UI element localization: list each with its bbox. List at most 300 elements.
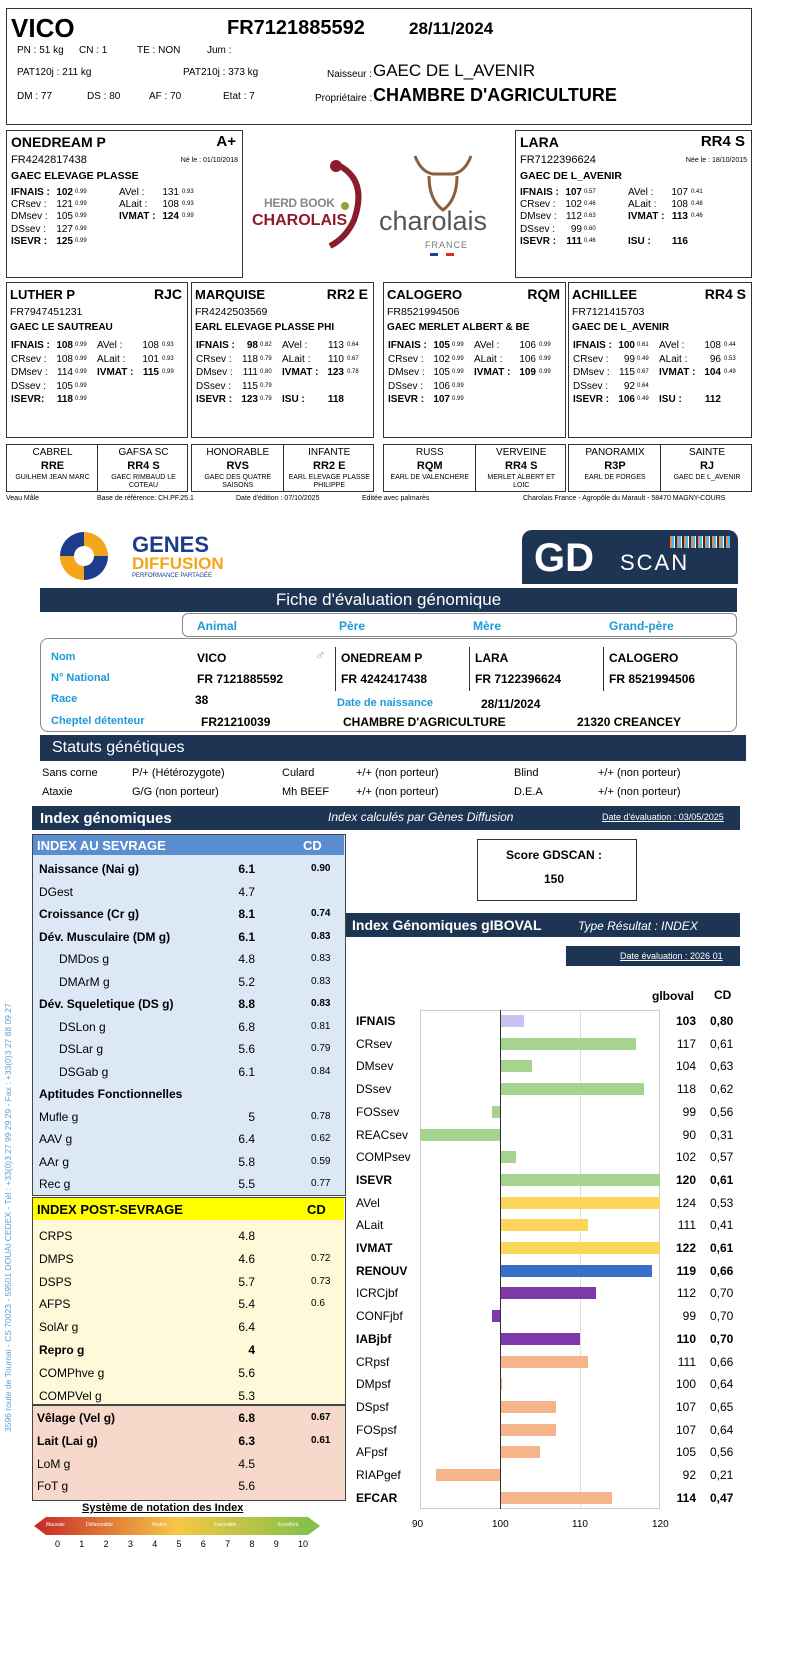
score-box — [477, 839, 637, 901]
chart-bar — [500, 1287, 596, 1299]
cheptel-city: 21320 CREANCEY — [577, 715, 682, 729]
chart-value: 111 — [677, 1218, 696, 1233]
ggp-breeder: MERLET ALBERT ET LOIC — [487, 474, 556, 489]
index-label: COMPhve g — [39, 1365, 105, 1380]
index-label: ISEVR: — [11, 394, 45, 405]
index-label: AVel : — [282, 340, 308, 351]
index-cd: 0.74 — [311, 908, 331, 919]
chart-value: 92 — [682, 1468, 696, 1482]
index-value: 105 — [56, 211, 73, 223]
index-label: CRsev : — [11, 199, 47, 211]
nat-label: N° National — [51, 672, 110, 684]
index-label: AAr g — [39, 1154, 70, 1169]
index-label: IVMAT : — [474, 367, 511, 378]
index-label: DSsev : — [11, 380, 47, 392]
scale-excellent: Excellent — [278, 1522, 299, 1528]
grandparent-box — [383, 282, 566, 438]
index-label: AVel : — [628, 187, 654, 198]
tab-mere[interactable]: Mère — [473, 619, 502, 633]
chart-label: FOSpsf — [356, 1422, 397, 1437]
scale-favorable: Favorable — [214, 1522, 237, 1528]
index-bar — [32, 806, 740, 830]
pere-id: FR 4242417438 — [341, 672, 428, 686]
mere-nom: LARA — [475, 651, 509, 665]
index-value: 8.1 — [238, 907, 255, 921]
statut-cell: Culard — [282, 767, 315, 779]
chart-cd: 0,61 — [710, 1172, 734, 1187]
ggp-breeder: EARL DE FORGES — [584, 474, 646, 481]
gpere-nom: CALOGERO — [609, 651, 679, 665]
index-label: Mufle g — [39, 1109, 79, 1124]
index-label: DMPS — [39, 1251, 74, 1266]
index-cd: 0.93 — [162, 355, 174, 362]
index-label: Dév. Musculaire (DM g) — [39, 929, 171, 944]
race-value: 38 — [195, 693, 209, 707]
chart-cd: 0,61 — [710, 1241, 734, 1255]
index-label: DMsev : — [196, 367, 233, 378]
statut-cell: +/+ (non porteur) — [356, 767, 439, 779]
index-value: 106 — [519, 340, 536, 351]
chart-cd: 0,65 — [710, 1399, 734, 1414]
giboval-bar — [346, 913, 740, 937]
index-value: 108 — [162, 199, 179, 211]
index-value: 5.4 — [238, 1297, 255, 1312]
index-value: 4 — [248, 1343, 255, 1357]
index-value: 111 — [242, 367, 258, 378]
chart-value: 119 — [676, 1263, 696, 1278]
chart-label: IVMAT — [356, 1241, 393, 1255]
ggp-name: GAFSA SC — [118, 447, 169, 458]
giboval-col-header: glboval — [652, 989, 695, 1003]
ggp-grade: RR4 S — [505, 460, 538, 472]
index-label: IVMAT : — [628, 211, 665, 223]
card-name: MARQUISE — [195, 287, 266, 302]
card-grade: RR2 E — [326, 286, 368, 302]
index-cd: 0.99 — [452, 369, 464, 375]
chart-bar — [500, 1401, 556, 1413]
index-label: DMsev : — [573, 367, 610, 378]
sire-box — [6, 130, 243, 278]
chart-label: EFCAR — [356, 1490, 398, 1505]
index-cd: 0.60 — [584, 225, 596, 232]
card-id: FR7121415703 — [572, 306, 645, 318]
index-cd: 0.79 — [260, 355, 272, 362]
cheptel-value: FR21210039 — [201, 715, 271, 729]
herdbook-text: HERD BOOK — [264, 196, 335, 210]
card-born: Né le : 01/10/2018 — [180, 157, 238, 164]
nom-label: Nom — [51, 651, 76, 663]
index-cd: 0.99 — [75, 382, 87, 389]
chart-cd: 0,57 — [710, 1150, 734, 1165]
index-label: DSPS — [39, 1274, 72, 1289]
score-label: Score GDSCAN : — [506, 848, 603, 862]
index-label: DMsev : — [11, 367, 48, 378]
chart-value: 99 — [682, 1104, 696, 1119]
ggp-grade: RRE — [40, 460, 65, 472]
card-grade: RR4 S — [700, 133, 745, 150]
chart-bar — [420, 1129, 500, 1141]
fiche-title: Fiche d'évaluation génomique — [275, 590, 502, 609]
statut-cell: Mh BEEF — [282, 786, 330, 798]
index-value: 104 — [704, 367, 721, 378]
index-value: 6.1 — [238, 862, 255, 876]
giboval-date-bar — [566, 946, 740, 966]
tab-animal[interactable]: Animal — [197, 619, 238, 633]
diffusion-word: DIFFUSION — [132, 554, 224, 573]
x-tick-label: 120 — [652, 1519, 669, 1531]
ggp-breeder: GAEC RIMBAUD LE COTEAU — [111, 474, 176, 489]
animal-date: 28/11/2024 — [409, 19, 494, 38]
chart-bar — [436, 1469, 500, 1481]
chart-cd: 0,47 — [710, 1490, 734, 1505]
chart-label: CONFjbf — [356, 1309, 403, 1324]
index-cd: 0.77 — [311, 1178, 331, 1189]
index-label: AVel : — [119, 187, 145, 198]
index-label: DSsev : — [573, 380, 609, 392]
gdscan-logo — [522, 530, 738, 584]
index-label: DSGab g — [59, 1064, 109, 1079]
ggp-breeder: EARL ELEVAGE PLASSE PHILIPPE — [288, 474, 370, 489]
index-value: 4.8 — [238, 952, 255, 966]
index-cd: 0.83 — [311, 953, 331, 964]
chart-bar — [500, 1174, 660, 1186]
herdbook-logo — [250, 150, 375, 250]
chart-label: DMpsf — [356, 1377, 391, 1392]
great-grandparents-box — [383, 444, 566, 492]
sevrage-title: INDEX AU SEVRAGE — [37, 838, 166, 853]
tab-pere[interactable]: Père — [339, 619, 366, 633]
footer-edition: Date d'édition : 07/10/2025 — [236, 495, 320, 502]
sevrage-header — [33, 835, 344, 855]
chart-bar — [500, 1356, 588, 1368]
index-value: 8.8 — [238, 997, 255, 1011]
index-cd: 0.49 — [637, 355, 649, 362]
post-sevrage-panel — [32, 1197, 346, 1405]
footer-address: Charolais France - Agropôle du Marault - 58470 MAGNY-COURS — [523, 495, 726, 502]
scan-word: SCAN — [620, 550, 690, 575]
ggp-breeder: GAEC DES QUATRE SAISONS — [204, 474, 272, 489]
index-cd: 0.46 — [584, 201, 596, 208]
index-label: ALait : — [474, 353, 503, 365]
proprietaire: CHAMBRE D'AGRICULTURE — [373, 85, 617, 105]
index-cd: 0.99 — [539, 342, 551, 348]
chart-label: IABjbf — [356, 1331, 392, 1346]
index-value: 5.6 — [238, 1365, 255, 1380]
grandparent-box — [568, 282, 752, 438]
index-label: IFNAIS : — [196, 340, 235, 351]
chart-value: 122 — [675, 1241, 696, 1255]
chart-value: 100 — [675, 1377, 696, 1392]
card-name: ONEDREAM P — [11, 134, 106, 150]
index-label: IFNAIS : — [11, 340, 50, 351]
nom-value: VICO — [197, 651, 227, 665]
ggp-name: PANORAMIX — [585, 447, 645, 458]
index-cd: 0.79 — [260, 396, 272, 402]
index-value: 131 — [162, 187, 179, 198]
index-cd: 0.99 — [75, 213, 87, 220]
index-note: Index calculés par Gènes Diffusion — [328, 810, 514, 824]
animal-id: FR7121885592 — [227, 17, 365, 39]
scale-number: 5 — [176, 1539, 182, 1549]
chart-cd: 0,63 — [710, 1059, 734, 1074]
genes-word: GENES — [132, 532, 210, 557]
footer-palmares: Editée avec palmarès — [362, 495, 430, 502]
index-label: Repro g — [39, 1343, 85, 1357]
ggp-breeder: EARL DE VALENCHERE — [390, 474, 470, 481]
charolais-france-logo — [375, 148, 511, 260]
card-born: Née le : 18/10/2015 — [685, 157, 747, 164]
index-cd: 0.99 — [75, 225, 87, 232]
chart-label: ALait — [356, 1218, 384, 1233]
index-value: 102 — [56, 187, 73, 198]
jum: Jum : — [207, 45, 232, 56]
index-value: 124 — [162, 211, 179, 223]
chart-bar — [500, 1083, 644, 1095]
chart-label: CRsev — [356, 1036, 393, 1051]
card-name: CALOGERO — [387, 287, 463, 302]
index-label: ALait : — [97, 353, 126, 365]
chart-cd: 0,64 — [710, 1377, 734, 1392]
chart-cd: 0,64 — [710, 1422, 734, 1437]
index-label: ISU : — [628, 236, 651, 247]
index-cd: 0.41 — [691, 189, 703, 195]
chart-label: ISEVR — [356, 1172, 393, 1187]
index-cd: 0.61 — [637, 342, 649, 348]
race-label: Race — [51, 693, 78, 705]
chart-bar — [492, 1310, 500, 1322]
chart-cd: 0,56 — [710, 1104, 734, 1119]
index-cd: 0.78 — [311, 1110, 331, 1122]
index-cd: 0.44 — [724, 342, 736, 348]
chart-label: RENOUV — [356, 1263, 408, 1278]
chart-cd: 0,31 — [710, 1127, 734, 1142]
nat-value: FR 7121885592 — [197, 672, 284, 686]
chart-cd: 0,56 — [710, 1445, 734, 1460]
mere-id: FR 7122396624 — [475, 672, 562, 686]
index-cd: 0.93 — [182, 201, 194, 208]
scale-number: 9 — [273, 1539, 279, 1549]
ggp-grade: RVS — [226, 460, 249, 472]
scale-number: 7 — [225, 1539, 231, 1549]
index-value: 4.6 — [238, 1251, 255, 1266]
index-cd: 0.99 — [452, 355, 464, 362]
great-grandparents-box — [191, 444, 374, 492]
index-label: AVel : — [474, 340, 500, 351]
index-cd: 0.99 — [75, 355, 87, 362]
ggp-name: HONORABLE — [206, 447, 270, 458]
index-value: 118 — [242, 353, 258, 365]
scale-defavorable: Défavorable — [86, 1522, 113, 1528]
ggp-name: RUSS — [415, 447, 444, 458]
index-value: 123 — [241, 394, 258, 405]
index-value: 113 — [671, 211, 688, 223]
index-cd: 0.93 — [162, 342, 174, 348]
male-icon: ♂ — [315, 647, 326, 663]
index-label: DSsev : — [11, 223, 47, 235]
index-value: 102 — [433, 353, 450, 365]
index-cd: 0.49 — [724, 369, 736, 375]
index-value: 115 — [142, 367, 159, 378]
index-label: ISU : — [659, 394, 682, 405]
prop-label: Propriétaire : — [315, 93, 373, 104]
card-breeder: GAEC MERLET ALBERT & BE — [387, 322, 530, 333]
card-grade: RQM — [527, 286, 560, 302]
scale-number: 3 — [127, 1539, 133, 1549]
x-tick-label: 90 — [412, 1519, 424, 1531]
x-tick-label: 110 — [572, 1519, 588, 1531]
card-grade: A+ — [216, 133, 236, 150]
index-label: ISEVR : — [573, 394, 610, 405]
index-value: 110 — [328, 353, 344, 365]
index-value: 125 — [56, 235, 73, 247]
statut-cell: Ataxie — [42, 786, 73, 798]
index-label: Vêlage (Vel g) — [37, 1411, 116, 1425]
scale-number: 8 — [249, 1539, 255, 1549]
index-label: CRsev : — [520, 199, 556, 211]
index-value: 121 — [56, 199, 73, 211]
footer-base: Base de référence: CH.PF.25.1 — [97, 495, 194, 502]
index-label: DSsev : — [520, 223, 556, 235]
index-cd: 0.46 — [584, 237, 596, 244]
great-grandparents-box — [6, 444, 188, 492]
index-value: 114 — [57, 367, 73, 378]
index-cd: 0.99 — [539, 369, 551, 375]
chart-label: COMPsev — [356, 1150, 411, 1165]
grandparent-box — [191, 282, 374, 438]
index-cd: 0.6 — [311, 1298, 325, 1310]
index-value: 123 — [327, 367, 344, 378]
index-label: DSLon g — [59, 1019, 106, 1034]
index-cd: 0.84 — [311, 1065, 331, 1077]
ggp-name: SAINTE — [688, 447, 726, 458]
index-value: 106 — [618, 394, 635, 405]
index-label: Dév. Squeletique (DS g) — [39, 997, 174, 1011]
chart-value: 118 — [676, 1082, 696, 1097]
dam-box — [515, 130, 752, 278]
index-cd: 0.99 — [75, 189, 87, 195]
index-label: FoT g — [37, 1479, 69, 1494]
tagline: PERFORMANCE PARTAGÉE — [132, 573, 213, 579]
index-value: 96 — [709, 353, 721, 365]
index-label: COMPVel g — [39, 1388, 102, 1403]
index-value: 6.4 — [238, 1132, 255, 1146]
ggp-name: CABREL — [32, 447, 73, 458]
great-grandparents-box — [568, 444, 752, 492]
notation-scale — [34, 1517, 320, 1535]
index-value: 105 — [433, 367, 450, 378]
giboval-date: Date évaluation : 2026 01 — [620, 951, 723, 961]
index-cd: 0.63 — [584, 213, 596, 220]
chart-bar — [492, 1106, 500, 1118]
index-value: 107 — [565, 187, 582, 198]
index-cd: 0.99 — [75, 396, 87, 402]
index-value: 4.7 — [238, 884, 255, 899]
index-label: DMsev : — [11, 211, 48, 223]
index-value: 107 — [671, 187, 688, 198]
index-value: 6.4 — [238, 1320, 255, 1335]
divider — [469, 647, 470, 691]
index-value: 6.1 — [238, 1064, 255, 1079]
card-id: FR7947451231 — [10, 306, 83, 318]
chart-value: 112 — [676, 1286, 696, 1301]
genes-diffusion-logo — [56, 528, 256, 586]
index-cd: 0.48 — [691, 201, 703, 208]
index-cd: 0.59 — [311, 1155, 331, 1167]
index-cd: 0.49 — [637, 396, 649, 402]
index-label: IVMAT : — [119, 211, 156, 223]
index-label: AFPS — [39, 1297, 71, 1312]
identity-panel — [40, 638, 737, 732]
index-value: 113 — [328, 340, 344, 351]
chart-value: 124 — [675, 1195, 696, 1210]
index-value: 111 — [566, 235, 582, 247]
gpere-id: FR 8521994506 — [609, 672, 696, 686]
index-value: 106 — [519, 353, 536, 365]
chart-label: FOSsev — [356, 1104, 400, 1119]
statut-cell: Blind — [514, 767, 539, 779]
pat120: PAT120j : 211 kg — [17, 67, 92, 78]
index-cd: 0.57 — [584, 189, 596, 195]
index-cd: 0.79 — [260, 382, 272, 389]
index-cd: 0.99 — [539, 355, 551, 362]
index-label: IFNAIS : — [573, 340, 612, 351]
index-label: DSLar g — [59, 1042, 104, 1056]
chart-label: AVel — [356, 1195, 380, 1210]
chart-cd: 0,62 — [710, 1082, 734, 1097]
scale-neutre: Neutre — [152, 1522, 168, 1528]
index-label: Naissance (Nai g) — [39, 862, 140, 876]
index-cd: 0.99 — [75, 201, 87, 208]
dm: DM : 77 — [17, 91, 53, 102]
divider — [335, 647, 336, 691]
index-value: 5.8 — [238, 1154, 255, 1169]
index-label: DMsev : — [388, 367, 425, 378]
pat210: PAT210j : 373 kg — [183, 67, 259, 78]
divider — [603, 647, 604, 691]
chart-value: 105 — [675, 1445, 696, 1460]
index-cd: 0.90 — [311, 863, 331, 874]
index-value: 5.6 — [238, 1479, 255, 1494]
index-cd: 0.67 — [637, 369, 649, 375]
scale-number: 2 — [103, 1539, 109, 1549]
card-breeder: GAEC ELEVAGE PLASSE — [11, 170, 139, 182]
index-label: IFNAIS : — [520, 187, 559, 198]
index-cd: 0.99 — [452, 342, 464, 348]
index-value: 118 — [327, 394, 344, 405]
card-grade: RJC — [153, 286, 182, 302]
index-cd: 0.93 — [182, 189, 194, 195]
cn: CN : 1 — [79, 45, 108, 56]
card-name: ACHILLEE — [572, 287, 637, 302]
index-value: 6.3 — [238, 1433, 255, 1448]
chart-cd: 0,61 — [710, 1036, 734, 1051]
ggp-name: VERVEINE — [496, 447, 547, 458]
index-label: IVMAT : — [97, 367, 134, 378]
animal-name: VICO — [11, 13, 75, 43]
ggp-grade: RR4 S — [127, 460, 160, 472]
chart-value: 117 — [676, 1036, 696, 1051]
index-label: ALait : — [282, 353, 311, 365]
index-value: 6.8 — [238, 1411, 255, 1425]
index-cd: 0.79 — [311, 1043, 331, 1054]
tab-grand-pere[interactable]: Grand-père — [609, 619, 674, 633]
chart-cd: 0,53 — [710, 1195, 734, 1210]
index-cd: 0.99 — [452, 382, 464, 389]
scale-number: 6 — [200, 1539, 206, 1549]
index-value: 108 — [56, 340, 73, 351]
chart-label: REACsev — [356, 1127, 409, 1142]
index-cd: 0.53 — [724, 355, 736, 362]
